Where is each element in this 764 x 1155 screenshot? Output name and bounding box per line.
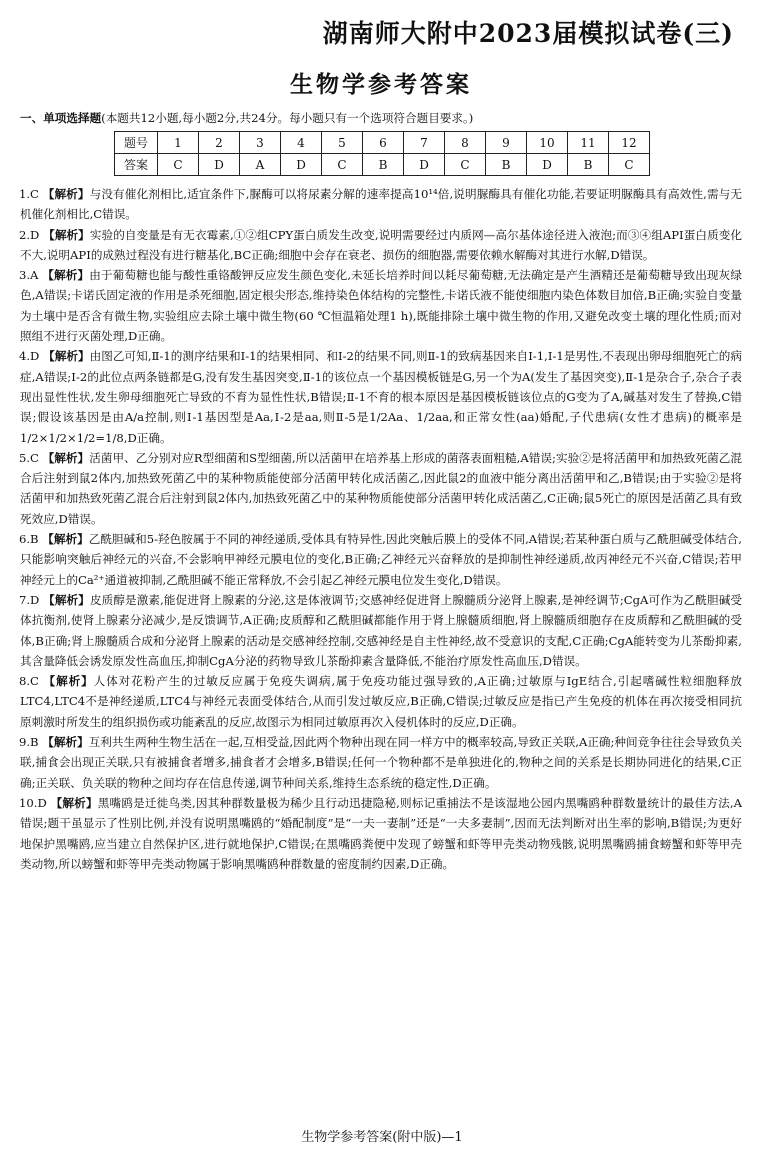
- question-number-answer: 1.C: [19, 187, 39, 201]
- explanation-text: 皮质醇是激素,能促进肾上腺素的分泌,这是体液调节;交感神经促进肾上腺髓质分泌肾上腺素,是神经调节;CgA可作为乙酰胆碱受体抗衡剂,使肾上腺素分泌减少,是反馈调节,A正确;皮质醇和乙酰胆碱都能作用于肾上腺髓质细胞,肾上腺髓质细胞存在皮质醇和乙酰胆碱的受体,B正确;肾上腺髓质合成和分泌肾上腺素的活动是交感神经控制,交感神经是自主性神经,故不受意识的支配,C正确;CgA能转变为儿茶酚抑素,其含量降低会诱发原发性高血压,抑制CgA分泌的药物导致儿茶酚抑素含量降低,不能治疗原发性高血压,D错误。: [20, 592, 742, 668]
- question-number-answer: 9.B: [19, 735, 39, 750]
- document-title: 湖南师大附中2023届模拟试卷(三): [322, 19, 734, 48]
- explanation-text: 与没有催化剂相比,适宜条件下,脲酶可以将尿素分解的速率提高10¹⁴倍,说明脲酶具有催化功能,若要证明脲酶具有高效性,需与无机催化剂相比,C错误。: [20, 187, 742, 222]
- question-number-cell: 10: [527, 132, 568, 154]
- question-number-cell: 4: [281, 132, 322, 154]
- analysis-tag: 【解析】: [42, 450, 90, 465]
- answer-cell: C: [609, 154, 650, 176]
- question-explanation: [20, 671, 742, 732]
- question-explanation: [20, 529, 742, 590]
- explanation-text: 活菌甲、乙分别对应R型细菌和S型细菌,所以活菌甲在培养基上形成的菌落表面粗糙,A错误;实验②是将活菌甲和加热致死菌乙混合后注射到鼠2体内,加热致死菌乙中的某种物质能使部分活菌甲转化成活菌乙,因此鼠2的血液中能分离出活菌甲和乙,B错误;由于实验②是将活菌甲和加热致死菌乙混合后注射到鼠2体内,加热致死菌乙中的某种物质能使部分活菌甲转化成活菌乙,C正确;鼠5死亡的原因是活菌乙具有致死效应,D错误。: [20, 450, 743, 526]
- question-explanation: [20, 225, 742, 266]
- question-number-cell: 3: [240, 132, 281, 154]
- explanation-text: 乙酰胆碱和5-羟色胺属于不同的神经递质,受体具有特异性,因此突触后膜上的受体不同,A错误;若某种蛋白质与乙酰胆碱受体结合,只能影响突触后神经元的兴奋,不会影响甲神经元膜电位的变化,B正确;乙神经元兴奋释放的是抑制性神经递质,故丙神经元不兴奋,C错误;若甲神经元上的Ca²⁺通道被抑制,乙酰胆碱不能正常释放,不会引起乙神经元膜电位发生变化,D错误。: [20, 532, 742, 587]
- answer-table-number-row: [115, 132, 650, 154]
- question-number-answer: 7.D: [19, 592, 40, 607]
- explanation-text: 互利共生两种生物生活在一起,互相受益,因此两个物种出现在同一样方中的概率较高,导致正关联,A正确;种间竞争往往会导致负关联,捕食会出现正关联,只有被捕食者增多,捕食者才会增多,B错误;任何一个物种都不是单独进化的,物种之间的关系是长期协同进化的结果,C正确;正关联、负关联的物种之间均存在信息传递,调节种间关系,维持生态系统的稳定性,D正确。: [20, 735, 742, 790]
- answer-table-row-label: 答案: [115, 154, 158, 176]
- analysis-tag: 【解析】: [43, 227, 90, 242]
- answer-table-answer-row: [115, 154, 650, 176]
- analysis-tag: 【解析】: [43, 674, 94, 689]
- explanation-text: 实验的自变量是有无衣霉素,①②组CPY蛋白质发生改变,说明需要经过内质网—高尔基体途径进入液泡;而③④组API蛋白质变化不大,说明API的成熟过程没有进行糖基化,BC正确;细胞中会存在衰老、损伤的细胞器,需要依赖水解酶对其进行水解,D错误。: [20, 227, 743, 262]
- analysis-tag: 【解析】: [42, 735, 89, 750]
- explanation-text: 黑嘴鸥是迁徙鸟类,因其种群数量极为稀少且行动迅捷隐秘,则标记重捕法不是该湿地公园内黑嘴鸥种群数量统计的最佳方法,A错误;题干虽显示了性别比例,并没有说明黑嘴鸥的“婚配制度”是“一夫一妻制”还是“一夫多妻制”,因而无法判断对出生率的影响,B错误;为更好地保护黑嘴鸥,应当建立自然保护区,进行就地保护,C错误;在黑嘴鸥粪便中发现了螃蟹和虾等甲壳类动物残骸,说明黑嘴鸥捕食螃蟹和虾等甲壳类动物,所以螃蟹和虾等甲壳类动物属于影响黑嘴鸥种群数量的密度制约因素,D正确。: [20, 795, 742, 871]
- answer-cell: B: [486, 154, 527, 176]
- question-number-cell: 1: [158, 132, 199, 154]
- question-number-answer: 6.B: [19, 532, 39, 547]
- question-explanation: [20, 346, 742, 447]
- section-heading-note: (本题共12小题,每小题2分,共24分。每小题只有一个选项符合题目要求。): [101, 111, 474, 125]
- explanation-text: 由于葡萄糖也能与酸性重铬酸钾反应发生颜色变化,未延长培养时间以耗尽葡萄糖,无法确定是产生酒精还是葡萄糖导致出现灰绿色,A错误;卡诺氏固定液的作用是杀死细胞,固定根尖形态,维持染色体结构的完整性,卡诺氏液不能使细胞内染色体数目加倍,B正确;实验自变量为土壤中是否含有微生物,实验组应去除土壤中微生物(60 ℃恒温箱处理1 h),既能排除土壤中微生物的作用,又避免改变土壤的理化性质;而对照组不进行灭菌处理,D正确。: [20, 268, 742, 344]
- question-number-answer: 3.A: [19, 268, 39, 283]
- question-number-cell: 2: [199, 132, 240, 154]
- question-number-answer: 5.C: [19, 450, 39, 465]
- answer-cell: D: [281, 154, 322, 176]
- analysis-tag: 【解析】: [50, 795, 98, 810]
- answer-cell: B: [363, 154, 404, 176]
- analysis-tag: 【解析】: [42, 532, 89, 547]
- analysis-tag: 【解析】: [43, 349, 90, 364]
- question-explanation: [20, 265, 742, 346]
- question-number-cell: 9: [486, 132, 527, 154]
- answer-cell: D: [527, 154, 568, 176]
- answer-cell: A: [240, 154, 281, 176]
- answer-table: [114, 131, 650, 176]
- answer-cell: C: [445, 154, 486, 176]
- answer-cell: B: [568, 154, 609, 176]
- question-explanation: [20, 184, 742, 225]
- answer-cell: C: [322, 154, 363, 176]
- question-number-cell: 8: [445, 132, 486, 154]
- question-number-answer: 10.D: [19, 795, 47, 810]
- question-number-answer: 8.C: [19, 674, 39, 689]
- question-number-cell: 11: [568, 132, 609, 154]
- answer-cell: D: [404, 154, 445, 176]
- page-footer: 生物学参考答案(附中版)—1: [301, 1130, 463, 1145]
- question-explanation: [20, 732, 742, 793]
- question-number-answer: 2.D: [19, 227, 40, 242]
- answer-table-row-label: 题号: [115, 132, 158, 154]
- section-heading: [20, 109, 742, 127]
- document-subtitle: 生物学参考答案: [290, 71, 472, 98]
- question-explanations: [20, 184, 742, 874]
- question-number-cell: 5: [322, 132, 363, 154]
- question-explanation: [20, 793, 742, 874]
- analysis-tag: 【解析】: [43, 592, 90, 607]
- question-explanation: [20, 448, 742, 529]
- answer-cell: C: [158, 154, 199, 176]
- explanation-text: 人体对花粉产生的过敏反应属于免疫失调病,属于免疫功能过强导致的,A正确;过敏原与IgE结合,引起嗜碱性粒细胞释放LTC4,LTC4不是神经递质,LTC4与神经元表面受体结合,从而引发过敏反应,B正确,C错误;过敏反应是指已产生免疫的机体在再次接受相同抗原刺激时所发生的组织损伤或功能紊乱的反应,故图示为相同过敏原再次入侵机体时的反应,D正确。: [20, 674, 742, 729]
- explanation-text: 由图乙可知,Ⅱ-1的测序结果和Ⅰ-1的结果相同、和Ⅰ-2的结果不同,则Ⅱ-1的致病基因来自Ⅰ-1,Ⅰ-1是男性,不表现出卵母细胞死亡的病症,A错误;Ⅰ-2的此位点两条链都是G,没有发生基因突变,Ⅱ-1的该位点一个基因模板链是G,另一个为A(发生了基因突变),Ⅱ-1是杂合子,杂合子表现出显性性状,发生卵母细胞死亡导致的不育为显性性状,B错误;Ⅱ-1不育的根本原因是基因模板链该位点的G变为了A,碱基对发生了替换,C错误;假设该基因是由A/a控制,则Ⅰ-1基因型是Aa,Ⅰ-2是aa,则Ⅱ-5是1/2Aa、1/2aa,和正常女性(aa)婚配,子代患病(女性才患病)的概率是1/2×1/2×1/2=1/8,D正确。: [20, 349, 742, 445]
- question-number-cell: 7: [404, 132, 445, 154]
- analysis-tag: 【解析】: [42, 187, 90, 201]
- question-number-answer: 4.D: [19, 349, 40, 364]
- question-number-cell: 12: [609, 132, 650, 154]
- analysis-tag: 【解析】: [42, 268, 90, 283]
- section-heading-label: 一、单项选择题: [20, 111, 102, 125]
- question-explanation: [20, 590, 742, 671]
- question-number-cell: 6: [363, 132, 404, 154]
- answer-cell: D: [199, 154, 240, 176]
